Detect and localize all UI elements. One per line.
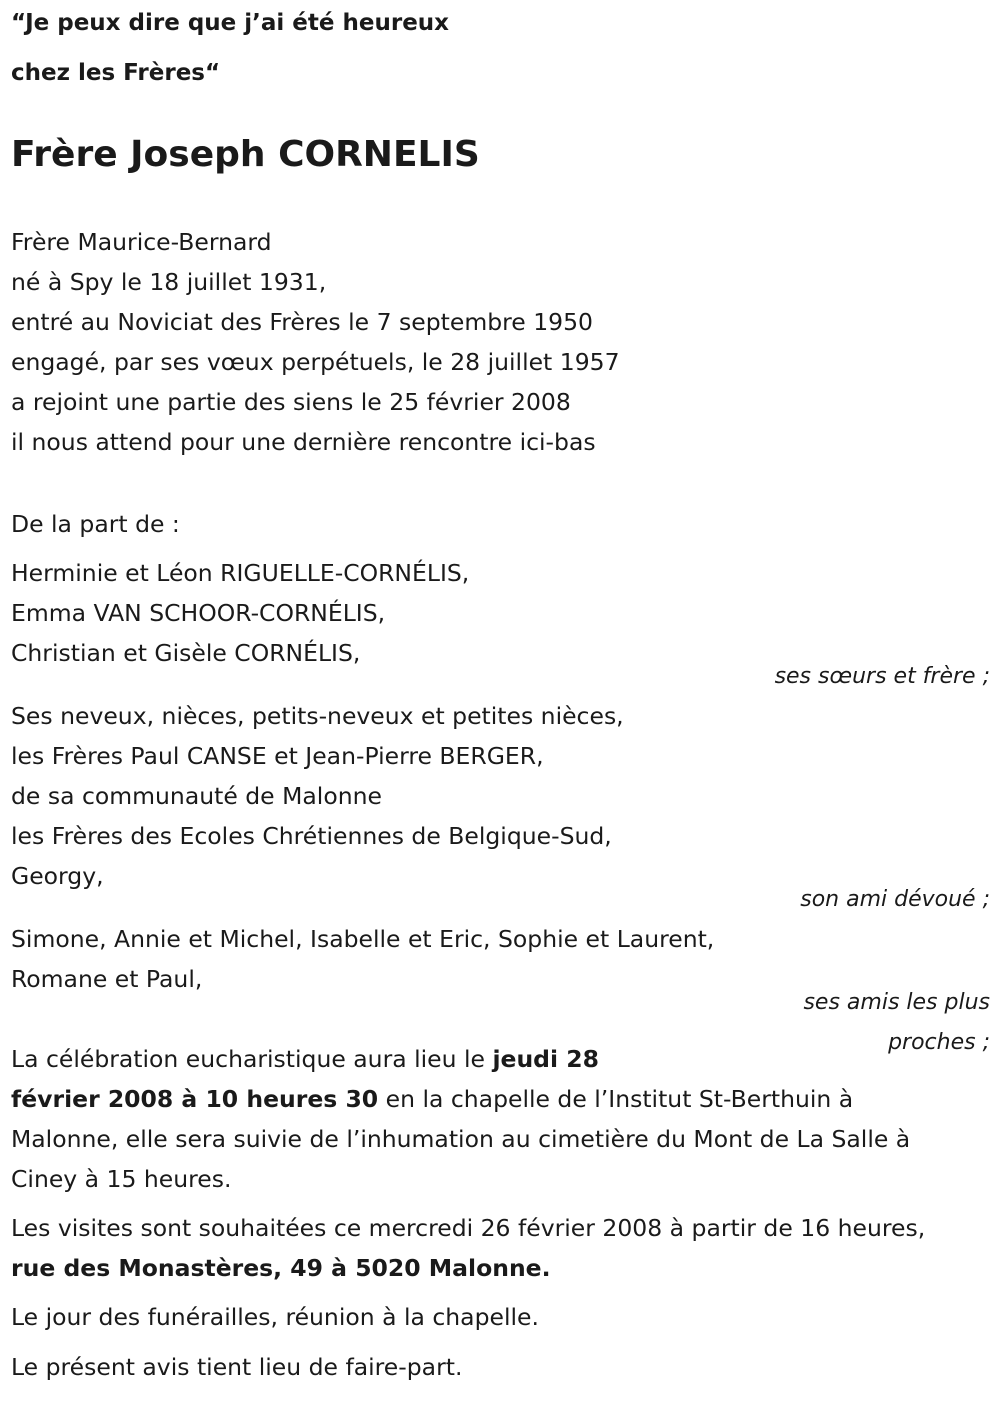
family-line: Simone, Annie et Michel, Isabelle et Eric, Sophie et Laurent, [11,925,715,953]
celebration-text: La célébration eucharistique aura lieu le [11,1045,493,1073]
relation-note-1: ses sœurs et frère ; [774,664,990,689]
notice-note: Le présent avis tient lieu de faire-part. [11,1353,463,1381]
quote-line-1: “Je peux dire que j’ai été heureux [11,10,449,36]
relation-note-3: ses amis les plus proches ; [803,990,990,1055]
visits-address: rue des Monastères, 49 à 5020 Malonne. [11,1254,551,1282]
de-la-part-de: De la part de : [11,510,180,538]
visits-text: Les visites sont souhaitées ce mercredi 26 février 2008 à partir de 16 heures, [11,1214,926,1242]
family-group-1 [11,553,469,673]
biography [11,222,620,462]
family-group-3 [11,919,714,999]
quote-line-2: chez les Frères“ [11,60,221,86]
celebration-time: février 2008 à 10 heures 30 [11,1085,379,1113]
bio-line: entré au Noviciat des Frères le 7 septembre 1950 [11,308,594,336]
celebration-location: en la chapelle de l’Institut St-Berthuin à Malonne, elle sera suivie de l’inhumation au cimetière du Mont de La Salle à Ciney à 15 heures. [11,1085,911,1193]
page-title: Frère Joseph CORNELIS [11,134,480,175]
family-line: Christian et Gisèle CORNÉLIS, [11,639,361,667]
family-line: Emma VAN SCHOOR-CORNÉLIS, [11,599,386,627]
celebration-paragraph [11,1039,941,1199]
bio-line: a rejoint une partie des siens le 25 février 2008 [11,388,571,416]
bio-line: engagé, par ses vœux perpétuels, le 28 juillet 1957 [11,348,620,376]
funeral-note: Le jour des funérailles, réunion à la chapelle. [11,1303,539,1331]
family-group-2 [11,696,624,896]
family-line: de sa communauté de Malonne [11,782,382,810]
family-line: les Frères Paul CANSE et Jean-Pierre BERGER, [11,742,544,770]
bio-line: né à Spy le 18 juillet 1931, [11,268,327,296]
family-line: les Frères des Ecoles Chrétiennes de Belgique-Sud, [11,822,612,850]
family-line: Romane et Paul, [11,965,203,993]
celebration-date: jeudi 28 [492,1045,599,1073]
bio-line: Frère Maurice-Bernard [11,228,272,256]
family-line: Herminie et Léon RIGUELLE-CORNÉLIS, [11,559,470,587]
family-line: Ses neveux, nièces, petits-neveux et petites nièces, [11,702,624,730]
bio-line: il nous attend pour une dernière rencontre ici-bas [11,428,596,456]
visits-paragraph [11,1208,941,1288]
family-line: Georgy, [11,862,104,890]
relation-note-2: son ami dévoué ; [800,887,990,912]
